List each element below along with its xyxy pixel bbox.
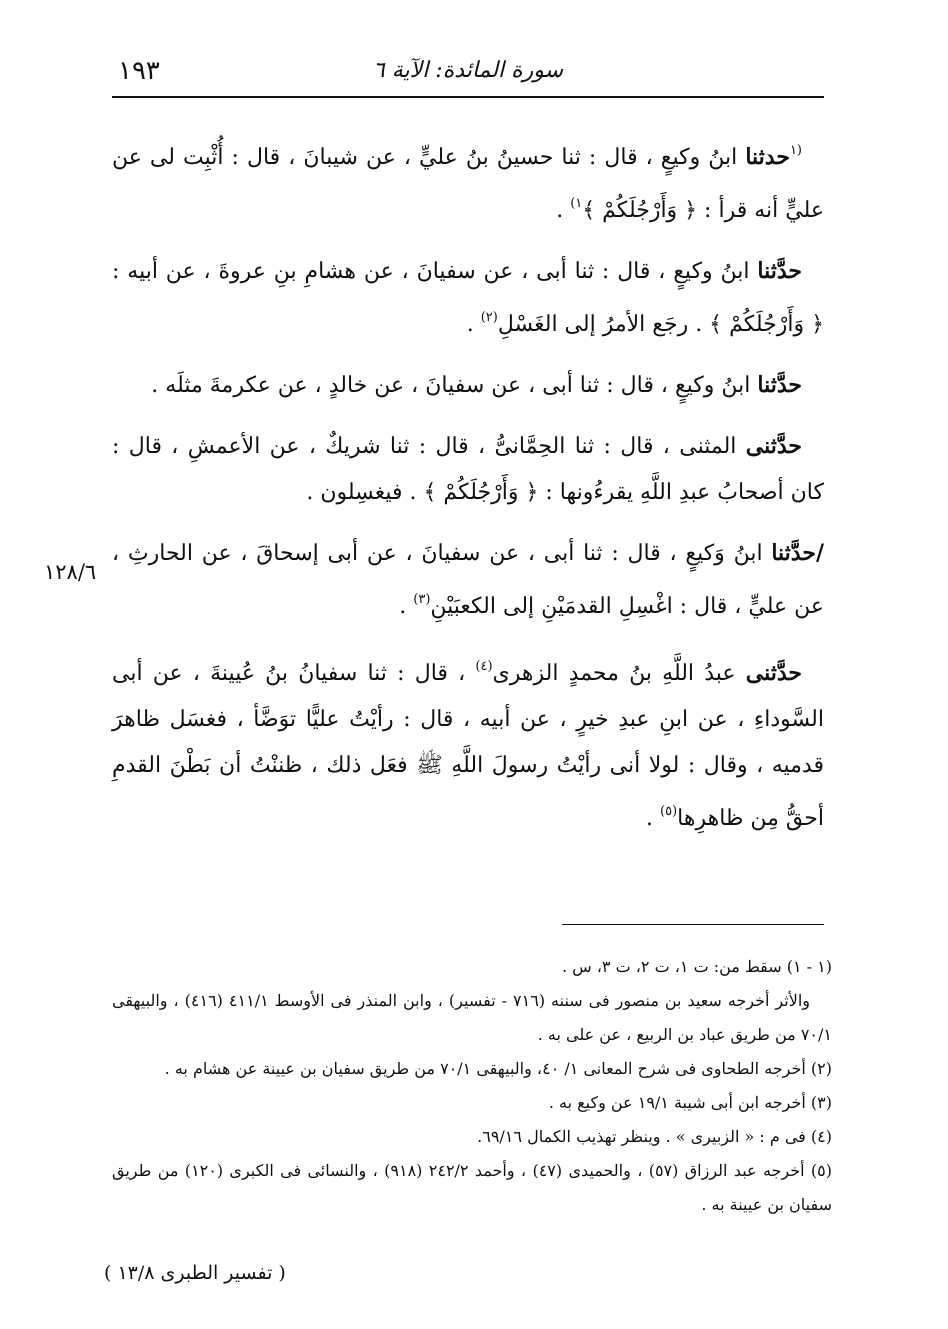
- footnote-ref: (٣): [413, 592, 431, 607]
- footnote-4: (٤) فى م : « الزبيرى » . وينظر تهذيب الكمال ٦٩/١٦.: [477, 1127, 832, 1146]
- footnote-ref: (١: [789, 143, 802, 158]
- book-signature: ( تفسير الطبرى ١٣/٨ ): [104, 1262, 286, 1284]
- footnote-2: (٢) أخرجه الطحاوى فى شرح المعانى ١/ ٤٠، والبيهقى ٧٠/١ من طريق سفيان بن عيينة عن هشام به .: [164, 1059, 832, 1078]
- footnote-ref: (٥): [660, 804, 678, 819]
- narration-3: [112, 362, 824, 409]
- running-header: [112, 52, 824, 98]
- footnote-5: (٥) أخرجه عبد الرزاق (٥٧) ، والحميدى (٤٧) ، وأحمد ٢٤٢/٢ (٩١٨) ، والنسائى فى الكبرى (١٢٠) من طريق سفيان بن عيينة به .: [112, 1161, 833, 1214]
- narration-lead: حدَّثنى: [745, 660, 802, 686]
- narration-tail: .: [646, 806, 661, 831]
- narration-lead: حدَّثنى: [745, 433, 802, 459]
- narration-text: عبدُ اللَّهِ بنُ محمدٍ الزهرى: [492, 661, 746, 686]
- narration-tail: .: [466, 312, 481, 337]
- page-number: ١٩٣: [118, 56, 160, 86]
- narration-tail: .: [399, 594, 414, 619]
- narration-6: [112, 644, 824, 842]
- footnote-1-cont: والأثر أخرجه سعيد بن منصور فى سننه (٧١٦ - تفسير) ، وابن المنذر فى الأوسط ٤١١/١ (٤١٦) ، والبيهقى ٧٠/١ من طريق عباد بن الربيع ، عن على به .: [112, 991, 832, 1044]
- narration-2: [112, 248, 824, 348]
- footnote-1: (١ - ١) سقط من: ت ١، ت ٢، ت ٣، س .: [561, 957, 832, 976]
- narration-text: المثنى ، قال : ثنا الحِمَّانىُّ ، قال : ثنا شريكٌ ، عن الأعمشِ ، قال : كان أصحابُ عبدِ اللَّهِ يقرءُونها : ﴿ وَأَرْجُلَكُمْ ﴾ . فيغسِلون .: [112, 434, 824, 505]
- narration-lead: /حدَّثنا: [771, 540, 824, 566]
- margin-reference: ١٢٨/٦: [44, 560, 97, 584]
- narration-1: [112, 128, 824, 234]
- narration-4: [112, 423, 824, 516]
- footnote-3: (٣) أخرجه ابن أبى شيبة ١٩/١ عن وكيع به .: [548, 1093, 832, 1112]
- narration-text: ابنُ وكيعٍ ، قال : ثنا حسينُ بنُ عليٍّ ، عن شيبانَ ، قال : أُثْبِت لى عن عليٍّ أنه قرأ : ﴿ وَأَرْجُلَكُمْ ﴾: [112, 145, 824, 223]
- narration-tail: .: [556, 198, 571, 223]
- footnote-ref: (٢): [480, 310, 498, 325]
- narration-text-cont: ، قال : ثنا سفيانُ بنُ عُيينةَ ، عن أبى السَّوداءِ ، عن ابنِ عبدِ خيرٍ ، عن أبيه ، قال : رأيْتُ عليًّا توَضَّأ ، فغسَل ظاهرَ قدميه ، وقال : لولا أنى رأيْتُ رسولَ اللَّهِ ﷺ فعَل ذلك ، ظننْتُ أن بَطْنَ القدمِ أحقُّ مِن ظاهرِها: [112, 661, 824, 831]
- narration-text: ابنُ وكيعٍ ، قال : ثنا أبى ، عن سفيانَ ، عن خالدٍ ، عن عكرمةَ مثلَه .: [151, 373, 758, 398]
- narration-text: ابنُ وَكيعٍ ، قال : ثنا أبى ، عن سفيانَ ، عن أبى إسحاقَ ، عن الحارثِ ، عن عليٍّ ، قال : اغْسِلِ القدمَيْنِ إلى الكعبَيْنِ: [112, 541, 824, 619]
- main-text: [112, 128, 824, 856]
- narration-lead: حدثنا: [745, 144, 790, 170]
- footnotes: [112, 950, 832, 1222]
- footnote-separator: [562, 924, 824, 925]
- narration-lead: حدَّثنا: [757, 258, 802, 284]
- narration-text: ابنُ وكيعٍ ، قال : ثنا أبى ، عن سفيانَ ، عن هشامِ بنِ عروةَ ، عن أبيه : ﴿ وَأَرْجُلَكُمْ ﴾ . رجَع الأمرُ إلى الغَسْلِ: [112, 259, 824, 337]
- footnote-ref: ١): [570, 196, 583, 211]
- narration-5: [112, 530, 824, 630]
- footnote-ref: (٤): [475, 659, 493, 674]
- narration-lead: حدَّثنا: [757, 372, 802, 398]
- surah-title: سورة المائدة: الآية ٦: [372, 58, 564, 83]
